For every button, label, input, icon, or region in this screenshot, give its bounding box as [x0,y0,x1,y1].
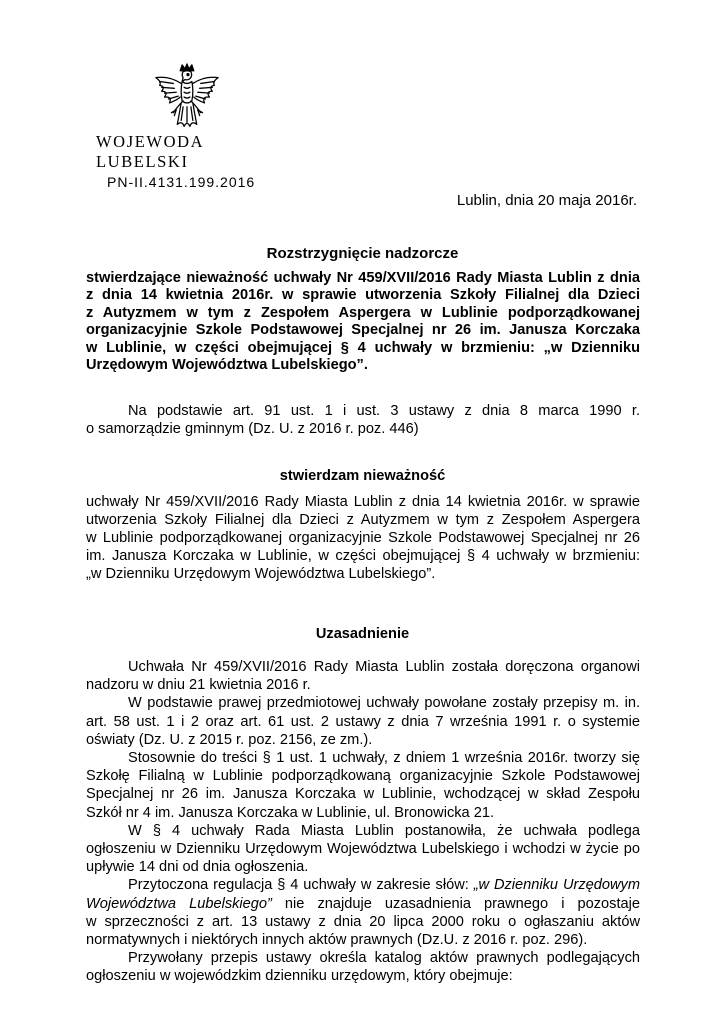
subtitle-line: w Lublinie, w części obejmującej § 4 uchwały w brzmieniu: „w Dzienniku [86,339,640,356]
justification-line: Przywołany przepis ustawy określa katalog aktów prawnych podlegających [128,950,640,967]
justification-line: w sprzeczności z art. 13 ustawy z dnia 20 lipca 2000 roku o ogłaszaniu aktów [86,913,640,930]
decision-paragraph [86,493,640,583]
justification-line: normatywnych i niektórych innych aktów prawnych (Dz.U. z 2016 r. poz. 296). [86,932,588,949]
justification-line: Szkół nr 4 im. Janusza Korczaka w Lublinie, ul. Bronowicka 21. [86,804,495,821]
justification-line: W § 4 uchwały Rada Miasta Lublin postanowiła, że uchwała podlega [128,822,640,839]
document-subtitle [86,270,640,374]
subtitle-line: z Autyzmem w tym z Zespołem Aspergera w Lublinie podporządkowanej [86,304,640,321]
legal-basis-line: o samorządzie gminnym (Dz. U. z 2016 r. poz. 446) [86,421,419,437]
justification-line: nadzoru w dniu 21 kwietnia 2016 r. [86,677,311,694]
legal-basis-paragraph [86,402,640,438]
quoted-phrase: Województwa Lubelskiego” [86,895,272,912]
justification-heading: Uzasadnienie [315,626,410,642]
justification-line: W podstawie prawej przedmiotowej uchwały powołane zostały przepisy m. in. [128,695,640,712]
decision-line: „w Dzienniku Urzędowym Województwa Lubelskiego”. [86,566,436,582]
justification-line: ogłoszeniu w Dzienniku Urzędowym Województwa Lubelskiego i wchodzi w życie po [86,841,640,858]
justification-line [86,895,640,913]
decision-line: im. Janusza Korczaka w Lublinie, w części obejmującej § 4 uchwały w brzmieniu: [86,548,640,564]
justification-body [86,658,640,986]
decision-line: utworzenia Szkoły Filialnej dla Dzieci z Autyzmem w tym z Zespołem Aspergera [86,512,640,528]
justification-line: upływie 14 dni od dnia ogłoszenia. [86,859,309,876]
case-number: PN-II.4131.199.2016 [107,174,256,190]
authority-name: WOJEWODA LUBELSKI [96,132,204,171]
justification-line: ogłoszeniu w wojewódzkim dzienniku urzędowym, który obejmuje: [86,968,513,985]
justification-line: Specjalnej nr 26 im. Janusza Korczaka w Lublinie, wchodzącej w skład Zespołu [86,786,640,803]
justification-line: Stosownie do treści § 1 ust. 1 uchwały, z dniem 1 września 2016r. tworzy się [128,750,640,767]
justification-line: Uchwała Nr 459/XVII/2016 Rady Miasta Lublin została doręczona organowi [128,659,640,675]
subtitle-line: z dnia 14 kwietnia 2016r. w sprawie utworzenia Szkoły Filialnej dla Dzieci [86,287,640,304]
justification-line: art. 58 ust. 1 i 2 oraz art. 61 ust. 2 ustawy z dnia 7 września 1991 r. o systemie [86,713,640,730]
justification-line [86,876,640,894]
subtitle-line: organizacyjnie Szkole Podstawowej Specjalnej nr 26 im. Janusza Korczaka [86,322,640,339]
decision-line: uchwały Nr 459/XVII/2016 Rady Miasta Lublin z dnia 14 kwietnia 2016r. w sprawie [86,494,640,510]
document-title: Rozstrzygnięcie nadzorcze [266,245,459,262]
quote-continuation: nie znajduje uzasadnienia prawnego i pozostaje [271,895,640,912]
polish-eagle-emblem-icon [148,62,226,138]
justification-line: oświaty (Dz. U. z 2015 r. poz. 2156, ze zm.). [86,731,373,748]
justification-line: Szkołę Filialną w Lublinie podporządkowaną organizacyjnie Szkole Podstawowej [86,768,640,785]
decision-line: w Lublinie podporządkowanej organizacyjnie Szkole Podstawowej Specjalnej nr 26 [86,530,640,546]
quote-intro: Przytoczona regulacja § 4 uchwały w zakresie słów: [128,877,474,894]
decision-heading: stwierdzam nieważność [279,468,446,484]
subtitle-line: Urzędowym Województwa Lubelskiego”. [86,357,368,374]
subtitle-line: stwierdzające nieważność uchwały Nr 459/XVII/2016 Rady Miasta Lublin z dnia [86,270,640,286]
place-and-date: Lublin, dnia 20 maja 2016r. [456,192,637,209]
quoted-phrase: „w Dzienniku Urzędowym [473,877,640,894]
legal-basis-line: Na podstawie art. 91 ust. 1 i ust. 3 ustawy z dnia 8 marca 1990 r. [128,403,640,419]
